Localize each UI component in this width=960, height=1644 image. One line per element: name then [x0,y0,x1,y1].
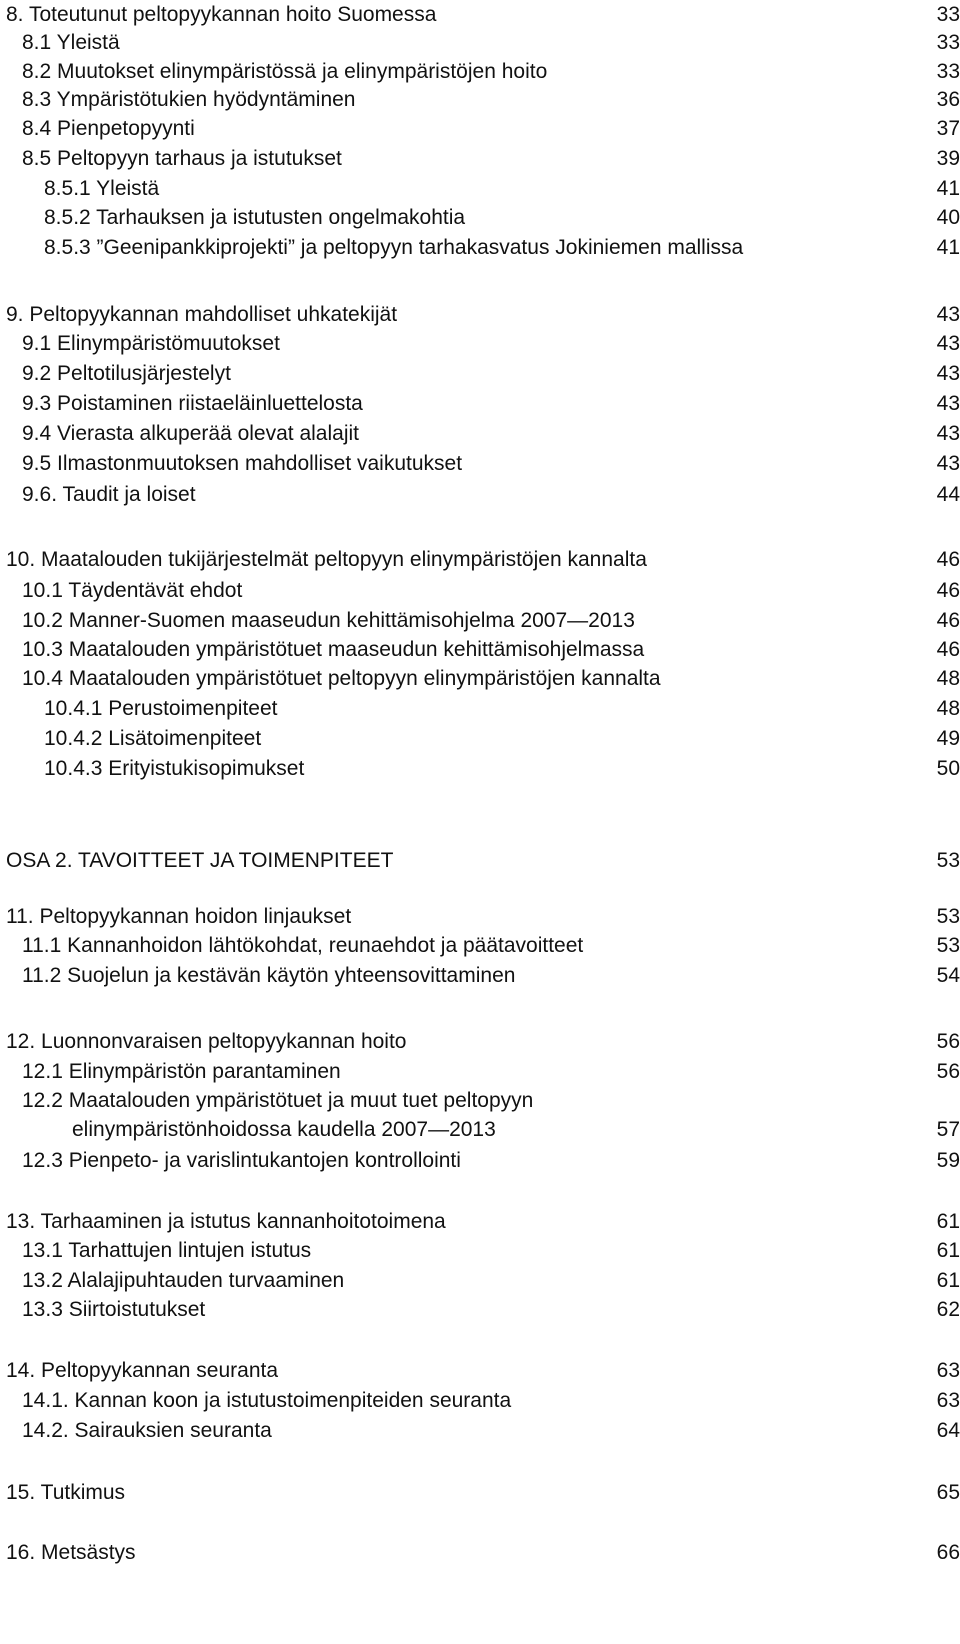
toc-entry-page: 43 [936,332,960,355]
toc-entry-title: 11.2 Suojelun ja kestävän käytön yhteensovittaminen [22,964,516,987]
toc-entry [0,1386,960,1416]
toc-entry-page: 64 [936,1419,960,1442]
toc-entry-title: 10.2 Manner-Suomen maaseudun kehittämisohjelma 2007—2013 [22,609,635,632]
toc-entry-title: 15. Tutkimus [6,1481,126,1504]
toc-entry [0,754,960,784]
toc-entry-title: 13. Tarhaaminen ja istutus kannanhoitotoimena [6,1210,446,1233]
toc-entry-page: 46 [936,548,960,571]
toc-entry-page: 53 [936,905,960,928]
toc-entry-page: 43 [936,452,960,475]
toc-entry-title: 9.3 Poistaminen riistaeläinluettelosta [22,392,363,415]
toc-entry-page: 56 [936,1060,960,1083]
toc-entry-title: 9.6. Taudit ja loiset [22,483,196,506]
toc-entry-page: 66 [936,1541,960,1564]
toc-entry [0,1057,960,1087]
toc-entry [0,203,960,233]
toc-entry-title: OSA 2. TAVOITTEET JA TOIMENPITEET [6,849,394,872]
toc-entry-page: 41 [936,236,960,259]
toc-entry-page: 65 [936,1481,960,1504]
toc-entry-page: 40 [936,206,960,229]
toc-entry [0,1416,960,1446]
toc-entry-page: 43 [936,362,960,385]
toc-entry-page: 37 [936,117,960,140]
toc-entry [0,961,960,991]
toc-entry-title: 8.5.3 ”Geenipankkiprojekti” ja peltopyyn tarhakasvatus Jokiniemen mallissa [44,236,744,259]
toc-entry [0,449,960,479]
toc-entry [0,664,960,694]
toc-entry [0,144,960,174]
toc-entry-page: 39 [936,147,960,170]
toc-entry-title: 10.4.1 Perustoimenpiteet [44,697,278,720]
toc-entry-title: elinympäristönhoidossa kaudella 2007—2013 [72,1118,496,1141]
toc-entry-page: 56 [936,1030,960,1053]
toc-entry [0,1146,960,1176]
toc-entry [0,28,960,58]
toc-entry-title: 10.4.3 Erityistukisopimukset [44,757,305,780]
toc-entry-page: 43 [936,303,960,326]
toc-entry [0,174,960,204]
toc-entry-page: 61 [936,1269,960,1292]
toc-entry [0,576,960,606]
toc-entry-page: 41 [936,177,960,200]
toc-entry-title: 14. Peltopyykannan seuranta [6,1359,279,1382]
toc-entry-title: 8.4 Pienpetopyynti [22,117,195,140]
toc-entry-page: 48 [936,697,960,720]
toc-entry-title: 9.1 Elinympäristömuutokset [22,332,280,355]
toc-entry [0,1478,960,1508]
toc-entry-title: 9.2 Peltotilusjärjestelyt [22,362,231,385]
toc-entry-title: 16. Metsästys [6,1541,136,1564]
toc-entry [0,359,960,389]
toc-entry-title: 11. Peltopyykannan hoidon linjaukset [6,905,352,928]
toc-entry-title: 8.5.1 Yleistä [44,177,160,200]
toc-entry-title: 8.5.2 Tarhauksen ja istutusten ongelmakohtia [44,206,466,229]
toc-entry-title: 9.5 Ilmastonmuutoksen mahdolliset vaikutukset [22,452,463,475]
toc-entry-title: 12.3 Pienpeto- ja varislintukantojen kontrollointi [22,1149,461,1172]
toc-entry [0,545,960,575]
toc-entry-title: 10.1 Täydentävät ehdot [22,579,243,602]
toc-entry-page: 33 [936,31,960,54]
toc-entry [0,635,960,665]
toc-entry [0,57,960,87]
toc-entry-page: 36 [936,88,960,111]
toc-entry-title: 10.4.2 Lisätoimenpiteet [44,727,262,750]
toc-entry-title: 8.2 Muutokset elinympäristössä ja elinympäristöjen hoito [22,60,548,83]
toc-entry-page: 62 [936,1298,960,1321]
toc-entry-title: 12.2 Maatalouden ympäristötuet ja muut tuet peltopyyn [22,1089,534,1112]
toc-entry-page: 59 [936,1149,960,1172]
toc-entry [0,902,960,932]
toc-entry [0,1086,960,1116]
toc-entry-page: 44 [936,483,960,506]
toc-entry-page: 46 [936,609,960,632]
toc-entry-page: 43 [936,422,960,445]
toc-entry-page: 61 [936,1210,960,1233]
toc-entry-page: 49 [936,727,960,750]
toc-entry-page: 43 [936,392,960,415]
toc-entry [0,1027,960,1057]
toc-entry-page: 50 [936,757,960,780]
toc-entry [0,85,960,115]
toc-entry-page: 46 [936,638,960,661]
toc-entry-title: 12.1 Elinympäristön parantaminen [22,1060,341,1083]
toc-entry-page: 33 [936,3,960,26]
toc-entry [0,846,960,876]
toc-entry-title: 10.4 Maatalouden ympäristötuet peltopyyn elinympäristöjen kannalta [22,667,661,690]
toc-entry-title: 13.1 Tarhattujen lintujen istutus [22,1239,312,1262]
toc-entry-page: 63 [936,1359,960,1382]
toc-entry [0,329,960,359]
toc-entry-title: 12. Luonnonvaraisen peltopyykannan hoito [6,1030,407,1053]
toc-entry [0,389,960,419]
toc-entry [0,694,960,724]
toc-entry [0,233,960,263]
toc-entry-title: 9.4 Vierasta alkuperää olevat alalajit [22,422,359,445]
toc-entry-title: 9. Peltopyykannan mahdolliset uhkatekijät [6,303,398,326]
toc-entry [0,1356,960,1386]
toc-entry-page: 54 [936,964,960,987]
toc-entry-page: 46 [936,579,960,602]
toc-entry-page: 57 [936,1118,960,1141]
toc-entry [0,1538,960,1568]
toc-entry-title: 10.3 Maatalouden ympäristötuet maaseudun kehittämisohjelmassa [22,638,645,661]
toc-entry [0,300,960,330]
toc-entry [0,1207,960,1237]
toc-entry-title: 8.3 Ympäristötukien hyödyntäminen [22,88,356,111]
toc-entry-title: 8. Toteutunut peltopyykannan hoito Suomessa [6,3,437,26]
toc-entry [0,1115,960,1145]
toc-entry-page: 33 [936,60,960,83]
toc-entry-page: 48 [936,667,960,690]
toc-entry [0,419,960,449]
toc-entry [0,606,960,636]
toc-entry [0,1295,960,1325]
toc-entry-page: 53 [936,849,960,872]
toc-entry-title: 14.1. Kannan koon ja istutustoimenpiteiden seuranta [22,1389,512,1412]
toc-entry-title: 8.1 Yleistä [22,31,120,54]
toc-entry-title: 13.2 Alalajipuhtauden turvaaminen [22,1269,345,1292]
toc-entry [0,1236,960,1266]
toc-entry-title: 8.5 Peltopyyn tarhaus ja istutukset [22,147,342,170]
toc-entry [0,1266,960,1296]
toc-entry-title: 11.1 Kannanhoidon lähtökohdat, reunaehdot ja päätavoitteet [22,934,584,957]
toc-entry-page: 53 [936,934,960,957]
toc-entry-page: 61 [936,1239,960,1262]
toc-entry-title: 10. Maatalouden tukijärjestelmät peltopyyn elinympäristöjen kannalta [6,548,647,571]
toc-entry-page: 63 [936,1389,960,1412]
toc-entry [0,480,960,510]
toc-entry-title: 13.3 Siirtoistutukset [22,1298,206,1321]
toc-entry [0,114,960,144]
toc-entry [0,724,960,754]
toc-entry-title: 14.2. Sairauksien seuranta [22,1419,272,1442]
toc-entry [0,931,960,961]
toc-entry [0,0,960,30]
